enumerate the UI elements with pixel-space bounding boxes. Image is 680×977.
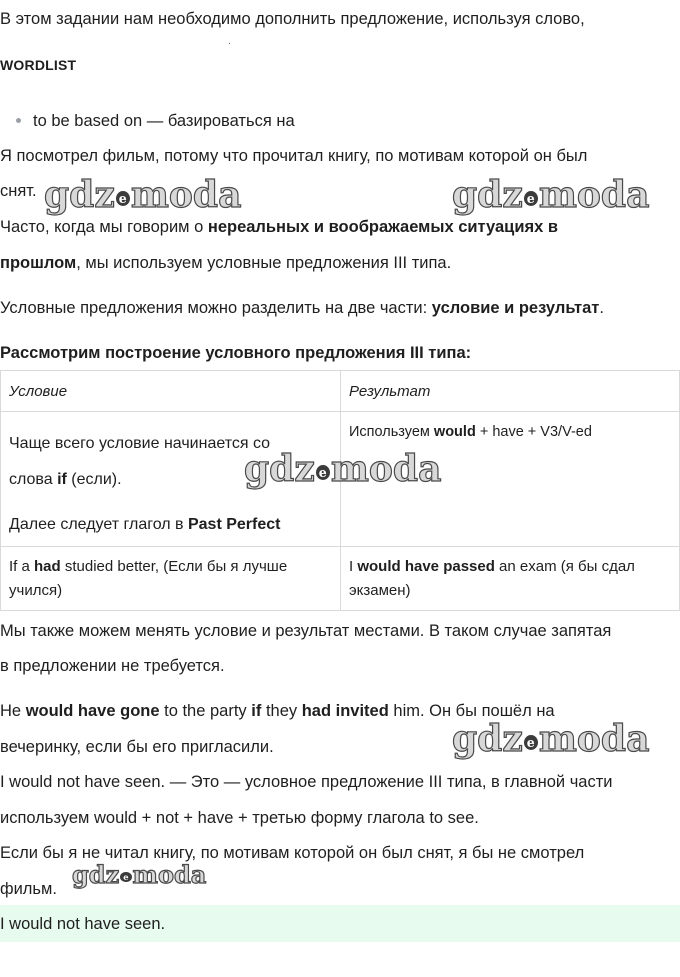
translation-line1: Я посмотрел фильм, потому что прочитал книгу, по мотивам которой он был	[0, 147, 588, 165]
header-result: Результат	[341, 371, 680, 412]
swap-line1: Мы также можем менять условие и результат местами. В таком случае запятая	[0, 622, 612, 640]
table-header-row	[1, 371, 680, 412]
example-line1: Не would have gone to the party if they had invited him. Он бы пошёл на	[0, 702, 555, 720]
example-condition-cell: If a had studied better, (Если бы я лучше учился)	[1, 547, 341, 611]
table-row	[1, 547, 680, 611]
header-condition: Условие	[1, 371, 341, 412]
answer-text: I would not have seen.	[0, 915, 166, 933]
conditional-table	[0, 370, 680, 611]
example-result-cell: I would have passed an exam (я бы сдал экзамен)	[341, 547, 680, 611]
wordlist-item: to be based on — базироваться на	[16, 111, 295, 131]
bullet-icon	[16, 118, 21, 123]
translation-line2: снят.	[0, 182, 37, 200]
swap-line2: в предложении не требуется.	[0, 657, 225, 675]
construction-heading: Рассмотрим построение условного предложения III типа:	[0, 344, 472, 362]
final-translation-line1: Если бы я не читал книгу, по мотивам которой он был снят, я бы не смотрел	[0, 844, 585, 862]
watermark-logo: gdz e moda	[452, 718, 650, 760]
parts-explanation: Условные предложения можно разделить на две части: условие и результат.	[0, 299, 604, 317]
explanation-line2: прошлом, мы используем условные предложения III типа.	[0, 254, 452, 272]
watermark-logo: gdz e moda	[72, 860, 207, 889]
intro-mark: .	[228, 36, 231, 47]
result-cell: Используем would + have + V3/V-ed	[341, 412, 680, 547]
wordlist-heading: WORDLIST	[0, 57, 77, 73]
answer-highlight	[0, 905, 680, 942]
answer-explanation-line1: I would not have seen. — Это — условное предложение III типа, в главной части	[0, 773, 613, 791]
intro-text: В этом задании нам необходимо дополнить предложение, используя слово,	[0, 10, 585, 28]
watermark-logo: gdz e moda	[244, 448, 442, 490]
answer-explanation-line2: используем would + not + have + третью форму глагола to see.	[0, 809, 479, 827]
condition-cell: Чаще всего условие начинается со слова if (если). Далее следует глагол в Past Perfect	[1, 412, 341, 547]
watermark-logo: gdz e moda	[44, 174, 242, 216]
explanation-line1: Часто, когда мы говорим о нереальных и воображаемых ситуациях в	[0, 218, 558, 236]
final-translation-line2: фильм.	[0, 880, 57, 898]
watermark-logo: gdz e moda	[452, 174, 650, 216]
example-line2: вечеринку, если бы его пригласили.	[0, 738, 274, 756]
